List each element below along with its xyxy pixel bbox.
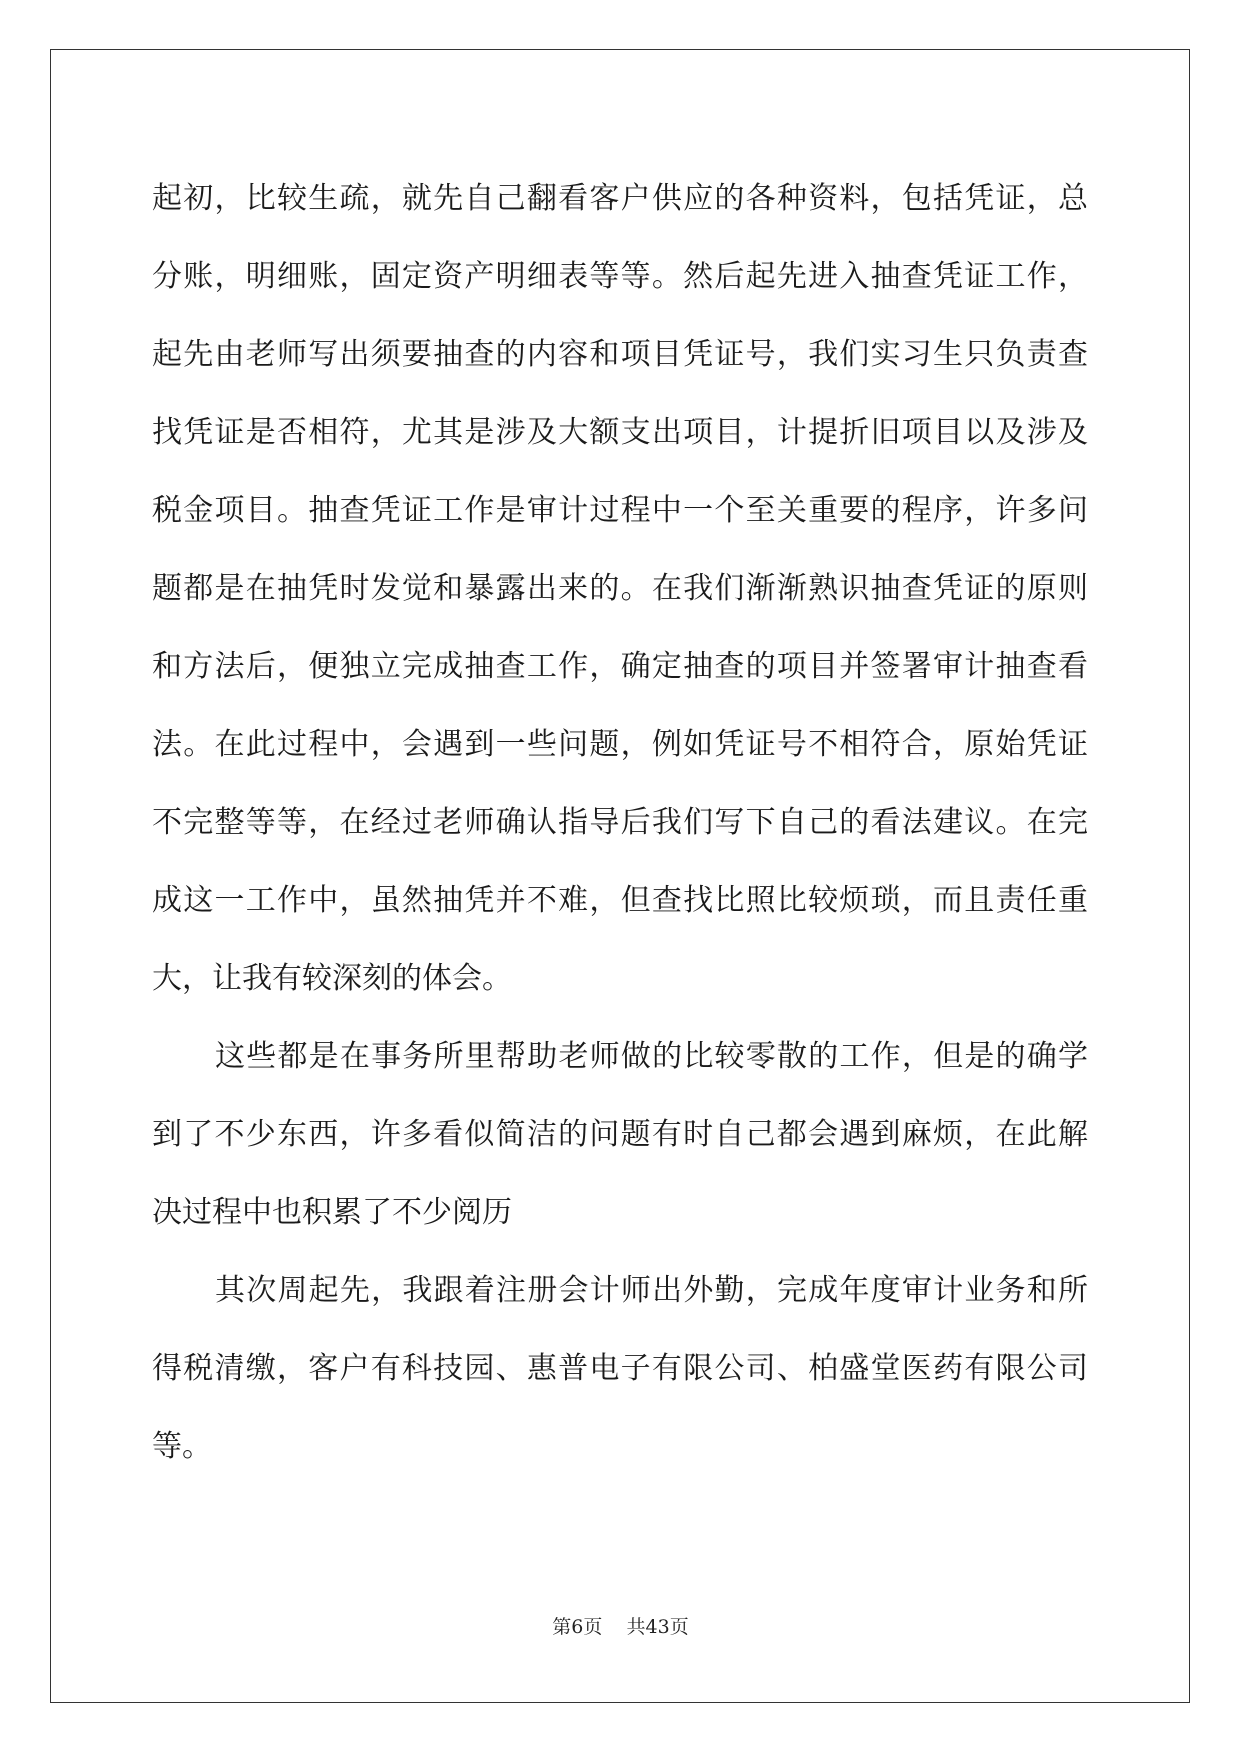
paragraph-2: [152, 1018, 1088, 1252]
text-line: 税金项目。抽查凭证工作是审计过程中一个至关重要的程序，许多问: [152, 493, 1088, 528]
text-line: 得税清缴，客户有科技园、惠普电子有限公司、柏盛堂医药有限公司: [152, 1351, 1088, 1386]
page-footer: [0, 1612, 1241, 1639]
text-line: 题都是在抽凭时发觉和暴露出来的。在我们渐渐熟识抽查凭证的原则: [152, 571, 1088, 606]
text-line: 不完整等等，在经过老师确认指导后我们写下自己的看法建议。在完: [152, 805, 1088, 840]
text-line: 到了不少东西，许多看似简洁的问题有时自己都会遇到麻烦，在此解: [152, 1117, 1088, 1152]
paragraph-3: [152, 1252, 1088, 1486]
text-line: 找凭证是否相符，尤其是涉及大额支出项目，计提折旧项目以及涉及: [152, 415, 1088, 450]
text-line: 大，让我有较深刻的体会。: [152, 961, 512, 996]
text-line: 成这一工作中，虽然抽凭并不难，但查找比照比较烦琐，而且责任重: [152, 883, 1088, 918]
paragraph-1: [152, 160, 1088, 1018]
page-number: 第6页: [552, 1616, 603, 1638]
page-total: 共43页: [626, 1616, 689, 1638]
text-line: 起先由老师写出须要抽查的内容和项目凭证号，我们实习生只负责查: [152, 337, 1088, 372]
text-line: 其次周起先，我跟着注册会计师出外勤，完成年度审计业务和所: [215, 1273, 1088, 1308]
text-line: 决过程中也积累了不少阅历: [152, 1195, 512, 1230]
text-line: 和方法后，便独立完成抽查工作，确定抽查的项目并签署审计抽查看: [152, 649, 1088, 684]
text-line: 法。在此过程中，会遇到一些问题，例如凭证号不相符合，原始凭证: [152, 727, 1088, 762]
document-body: [152, 160, 1088, 1486]
text-line: 等。: [152, 1429, 212, 1464]
text-line: 起初，比较生疏，就先自己翻看客户供应的各种资料，包括凭证，总: [152, 181, 1088, 216]
text-line: 这些都是在事务所里帮助老师做的比较零散的工作，但是的确学: [215, 1039, 1088, 1074]
text-line: 分账，明细账，固定资产明细表等等。然后起先进入抽查凭证工作，: [152, 259, 1088, 294]
